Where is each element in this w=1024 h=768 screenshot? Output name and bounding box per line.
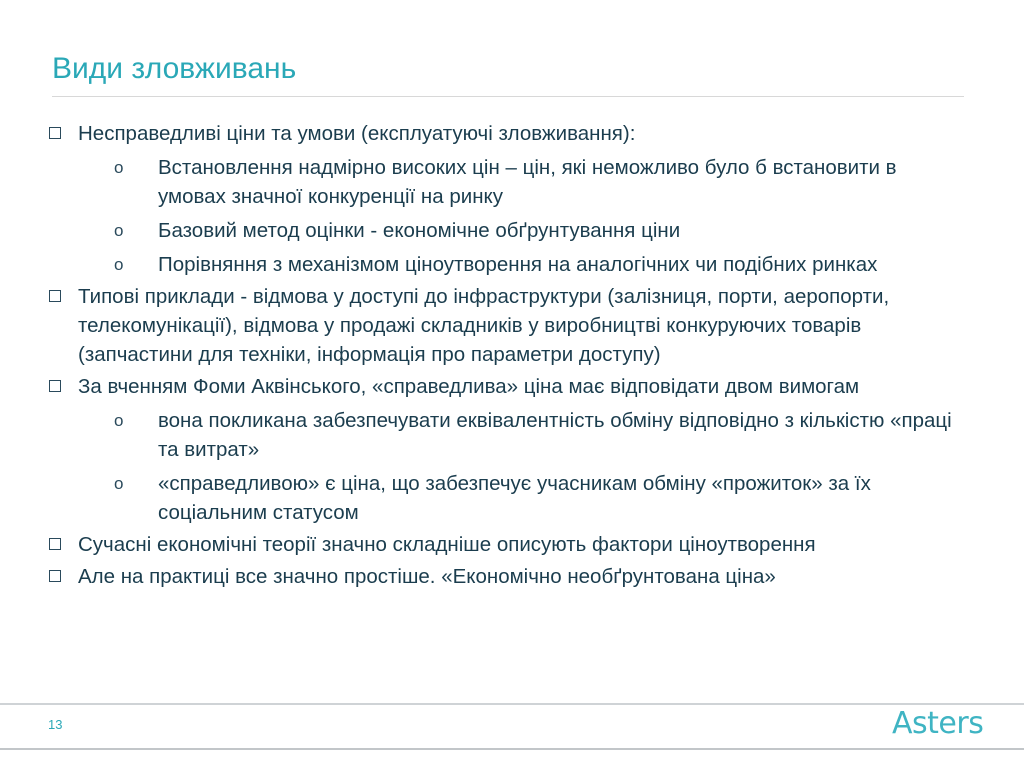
asters-logo: Asters [892,706,984,741]
list-item [48,372,968,401]
hollow-circle-bullet-icon: o [114,221,124,240]
list-item-text: вона покликана забезпечувати еквівалентність обміну відповідно з кількістю «праці та витрат» [158,409,952,461]
list-item-text: Порівняння з механізмом ціноутворення на аналогічних чи подібних ринках [158,253,878,276]
hollow-square-bullet-icon [49,127,61,139]
list-item [48,216,968,245]
list-item-text: Базовий метод оцінки - економічне обґрунтування ціни [158,219,681,242]
hollow-square-bullet-icon [49,538,61,550]
list-item [48,250,968,279]
hollow-circle-bullet-icon: o [114,255,124,274]
list-item-text: Несправедливі ціни та умови (експлуатуючі зловживання): [78,122,636,145]
list-item-text: Типові приклади - відмова у доступі до інфраструктури (залізниця, порти, аеропорти, телекомунікації), відмова у продажі складників у виробництві конкуруючих товарів (запчастини для техніки, інформація про параметри доступу) [78,285,890,366]
list-item-text: Але на практиці все значно простіше. «Економічно необґрунтована ціна» [78,565,776,588]
list-item [48,153,968,211]
list-item [48,530,968,559]
hollow-circle-bullet-icon: o [114,158,124,177]
list-item-text: Встановлення надмірно високих цін – цін, які неможливо було б встановити в умовах значної конкуренції на ринку [158,156,897,208]
page-number: 13 [48,717,63,732]
hollow-circle-bullet-icon: o [114,474,124,493]
hollow-circle-bullet-icon: o [114,411,124,430]
footer-divider [0,703,1024,705]
list-item [48,282,968,369]
footer-bottom-divider [0,748,1024,750]
hollow-square-bullet-icon [49,290,61,302]
slide-title: Види зловживань [52,52,297,85]
hollow-square-bullet-icon [49,570,61,582]
list-item-text: «справедливою» є ціна, що забезпечує учасникам обміну «прожиток» за їх соціальним статусом [158,472,871,524]
bullet-list [48,116,968,591]
list-item [48,562,968,591]
list-item-text: За вченням Фоми Аквінського, «справедлива» ціна має відповідати двом вимогам [78,375,860,398]
hollow-square-bullet-icon [49,380,61,392]
list-item [48,469,968,527]
title-divider [52,96,964,97]
list-item-text: Сучасні економічні теорії значно складніше описують фактори ціноутворення [78,533,816,556]
list-item [48,406,968,464]
list-item [48,119,968,148]
